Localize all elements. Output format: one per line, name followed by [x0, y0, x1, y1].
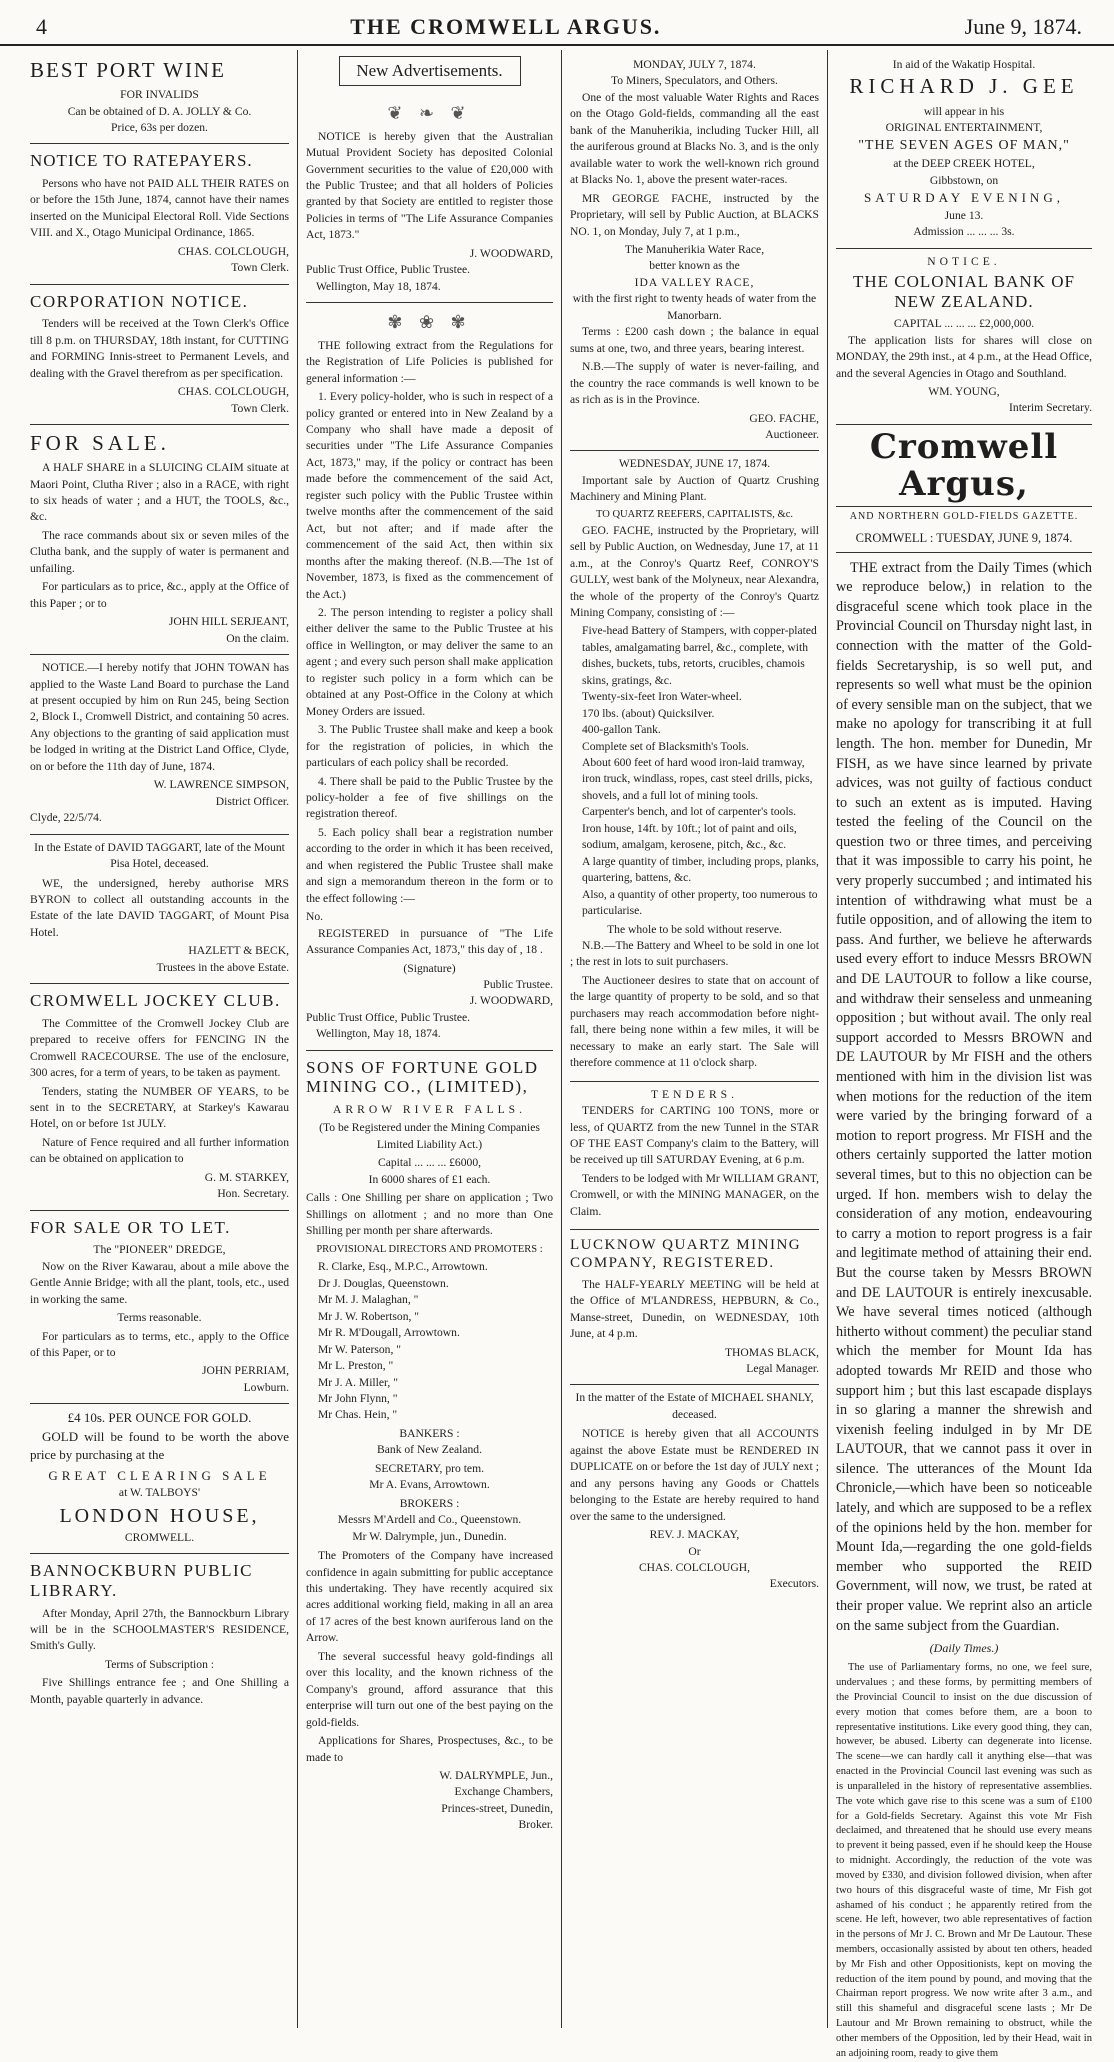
ad-for-sale	[30, 425, 289, 655]
ad-text: TENDERS for CARTING 100 TONS, more or less, of QUARTZ from the new Tunnel in the STAR OF THE EAST Company's claim to the Battery, will be received up till SATURDAY Evening, at 6 p.m.	[570, 1104, 819, 1167]
ad-signature: JOHN HILL SERJEANT,	[168, 615, 289, 629]
ad-place: Clyde, 22/5/74.	[30, 811, 102, 825]
director-item: Mr Chas. Hein, "	[318, 1408, 398, 1422]
masthead	[0, 0, 1114, 46]
ad-heading: £4 10s. PER OUNCE FOR GOLD.	[67, 1410, 252, 1426]
ad-heading: MONDAY, JULY 7, 1874.	[633, 58, 756, 71]
ad-text: NOTICE.—I hereby notify that JOHN TOWAN has applied to the Waste Land Board to purchase the Land at present occupied by him on Run 245, being Section 2, Block I., Cromwell District, and containing 50 acres. Any objections to the granting of said application must be lodged in writing at the District Land Office, Clyde, on or before the 11th day of June, 1874.	[30, 661, 289, 773]
ad-place: Wellington, May 18, 1874.	[316, 279, 441, 293]
ornament: ❦ ❧ ❦	[387, 103, 472, 124]
ad-text: The several successful heavy gold-findings all over this locality, and the known richness of the Company's ground, afford assurance that this enterprise will turn out one of the best paying on the gold-fields.	[306, 1649, 553, 1729]
ad-text: The Committee of the Cromwell Jockey Club are prepared to receive offers for FENCING IN the Cromwell RACECOURSE. The use of the enclosure, 300 acres, for a term of years, to be taken as payment.	[30, 1016, 289, 1080]
director-item: Mr M. J. Malaghan, "	[318, 1293, 419, 1307]
ad-heading: WEDNESDAY, JUNE 17, 1874.	[618, 457, 771, 471]
ad-at: at W. TALBOYS'	[118, 1486, 201, 1500]
ad-signature: J. WOODWARD,	[469, 994, 553, 1008]
ad-text: GOLD will be found to be worth the above price by purchasing at the	[30, 1428, 289, 1463]
ad-text: WE, the undersigned, hereby authorise MRS BYRON to collect all outstanding accounts in the Estate of the late DAVID TAGGART, of Mount Pisa Hotel.	[30, 876, 289, 939]
ad-signature-title: Town Clerk.	[231, 261, 289, 275]
ad-terms: Terms : £200 cash down ; the balance in equal sums at one, two, and three years, bearing interest.	[570, 325, 819, 355]
ad-signature-title: Legal Manager.	[746, 1362, 819, 1376]
ad-text: The race commands about six or seven miles of the Clutha bank, and the supply of water is permanent and unfailing.	[30, 528, 289, 575]
ad-text: One of the most valuable Water Rights and Races on the Otago Gold-fields, commanding all the east bank of the Manuherikia, including Tucker Hill, all the auriferous ground at Blacks No. 3, and is the only available water to work the well-known rich ground at Blacks No. 1, above the present water-races.	[570, 90, 819, 187]
ad-text: The Auctioneer desires to state that on account of the large quantity of property to be sold, and so that purchasers may reach accommodation before night-fall, there being none within a few miles, it will be necessary to make an early start. The Sale will therefore commence at 11 o'clock sharp.	[570, 973, 819, 1070]
editorial-paragraph: THE extract from the Daily Times (which we reproduce below,) in relation to the disgraceful scene which took place in the Provincial Council on Thursday night last, in connection with the matter of the Gold-fields Secretaryship, is so well put, and represents so well what must be the opinion of every sensible man on the subject, that we make no apology for transcribing it at full length. The hon. member for Dunedin, Mr FISH, as we have since learned by private advices, was not guilty of factious conduct to such an extent as is imputed. Having tested the feeling of the Council on the question two or three times, and perceiving that it was impossible to carry his point, he very properly succumbed ; and intimated his intention of withdrawing what must be a futile opposition, and of allowing the item to pass. And further, we believe he afterwards used every effort to induce Messrs BROWN and DE LAUTOUR to follow a like course, and withdraw their senseless and unmeaning opposition ; but without avail. The only real support accorded to Messrs BROWN and DE LAUTOUR by Mr FISH and the others mentioned with him in the division list was when motions for the reduction of the item were varied by the bringing forward of a motion to report progress. Mr FISH and the others certainly supported the latter motion several times, but to this no objection can be urged. If hon. members wish to delay the consideration of any motion, endeavouring to carry a motion to report progress is a fair and legitimate method of attaining their end. But the course taken by Messrs BROWN and DE LAUTOUR is entirely inexcusable. We have several times noticed (although hitherto without comment) the peculiar stand which the member for Mount Ida has adopted towards Mr REID and those who support him ; but this last escapade displays in so glaring a manner the shrewish and vixenish feeling indulged in by Mr DE LAUTOUR, that we cannot pass it over in silence. The utterances of the Mount Ida Chronicle,—which have been so noticeable lately, and which are supposed to be a reflex of the opinions held by the hon. member for Mount Ida,—regarding the one gold-fields member who supported the REID Government, will now, we trust, be rated at their proper value. We reprint also an article on the same subject from the Guardian.	[836, 559, 1092, 1634]
ad-signature: THOMAS BLACK,	[724, 1345, 819, 1359]
ad-subheading: ARROW RIVER FALLS.	[333, 1102, 526, 1116]
ad-ratepayers	[30, 144, 289, 284]
column-2	[298, 50, 562, 2028]
ad-text: Can be obtained of D. A. JOLLY & Co.	[67, 104, 252, 118]
ad-text: The whole to be sold without reserve.	[607, 922, 782, 936]
ad-signature: CHAS. COLCLOUGH,	[177, 385, 289, 399]
ad-shares: In 6000 shares of £1 each.	[368, 1172, 491, 1186]
ad-heading: RICHARD J. GEE	[849, 74, 1079, 99]
daily-times-heading: (Daily Times.)	[929, 1641, 999, 1656]
ad-text: N.B.—The Battery and Wheel to be sold in one lot ; the rest in lots to suit purchasers.	[570, 939, 819, 969]
ad-text: MR GEORGE FACHE, instructed by the Proprietary, will sell by Public Auction, at BLACKS NO. 1, on Monday, July 7, at 1 p.m.,	[570, 191, 819, 238]
ad-race-name: The Manuherikia Water Race,	[624, 242, 765, 256]
auction-item: Complete set of Blacksmith's Tools.	[582, 739, 749, 753]
column-3	[562, 50, 828, 2028]
ad-heading: THE COLONIAL BANK OF NEW ZEALAND.	[853, 272, 1075, 311]
ad-library	[30, 1554, 289, 1717]
ad-text: 4. There shall be paid to the Public Trustee by the policy-holder a fee of five shillings on the registration thereof.	[306, 774, 553, 821]
ad-text: 3. The Public Trustee shall make and keep a book for the registration of policies, in which the particulars of each policy shall be recorded.	[306, 723, 553, 770]
ad-text: NOTICE is hereby given that the Australian Mutual Provident Society has deposited Colonial Government securities to the value of £20,000 with the Public Trustee; and that all holders of Policies granted by that Society are entitled to register those Policies in terms of "The Life Assurance Companies Act, 1873."	[306, 129, 553, 242]
ad-text: Nature of Fence required and all further information can be obtained on application to	[30, 1135, 289, 1166]
ad-signature: JOHN PERRIAM,	[202, 1364, 289, 1378]
ad-store-name: LONDON HOUSE,	[59, 1504, 260, 1527]
ad-subheading: BROKERS :	[399, 1496, 460, 1510]
ad-signature: CHAS. COLCLOUGH,	[638, 1561, 751, 1575]
ad-heading: TENDERS.	[650, 1087, 739, 1101]
ad-signature-title: District Officer.	[215, 794, 289, 808]
ad-place: Wellington, May 18, 1874.	[316, 1027, 441, 1041]
ad-gee-entertainment	[836, 52, 1092, 249]
ad-regulations	[306, 303, 553, 1051]
director-item: Mr L. Preston, "	[318, 1359, 394, 1373]
ad-heading: In the matter of the Estate of MICHAEL SHANLY, deceased.	[575, 1391, 814, 1421]
ad-price: Price, 63s per dozen.	[111, 121, 208, 134]
ad-subheading: Terms of Subscription :	[105, 1657, 214, 1671]
ad-port-wine	[30, 52, 289, 144]
ad-race-name: better known as the	[649, 259, 740, 273]
ad-signature-or: Or	[688, 1544, 701, 1558]
ad-form-number: No.	[306, 910, 324, 924]
ad-text: Mr W. Dalrymple, jun., Dunedin.	[352, 1529, 507, 1543]
ad-signature-title: Interim Secretary.	[1009, 401, 1092, 415]
ad-signature-title: Lowburn.	[243, 1380, 289, 1394]
director-item: Mr John Flynn, "	[318, 1392, 398, 1406]
ad-town: CROMWELL.	[124, 1531, 195, 1545]
ad-form-text: REGISTERED in pursuance of "The Life Assurance Companies Act, 1873," this day of , 18 .	[306, 926, 553, 957]
ad-text: Important sale by Auction of Quartz Crushing Machinery and Mining Plant.	[570, 473, 819, 504]
ad-signature-title: Princes-street, Dunedin,	[441, 1801, 553, 1815]
ad-text: 2. The person intending to register a policy shall either deliver the same to the Public Trustee at his office in Wellington, or may deliver the same to an agent ; and every such person shall make application to register such policy in a form which can be obtained at any Post-Office in the Colony at which Money Orders are issued.	[306, 606, 553, 718]
ad-signature-title: Public Trustee.	[483, 977, 553, 991]
ad-text: Messrs M'Ardell and Co., Queenstown.	[337, 1513, 522, 1527]
director-item: Mr W. Paterson, "	[318, 1342, 401, 1356]
ad-text: Persons who have not PAID ALL THEIR RATES on or before the 15th June, 1874, cannot have their names inserted on the Municipal Electoral Roll. Vide Sections VIII. and X., Otago Municipal Ordinance, 1865.	[30, 177, 289, 240]
auction-item: 170 lbs. (about) Quicksilver.	[582, 706, 715, 720]
ad-signature: CHAS. COLCLOUGH,	[177, 244, 289, 258]
ad-heading: BEST PORT WINE	[30, 58, 226, 82]
ad-subheading: FOR INVALIDS	[120, 88, 199, 102]
ad-heading: BANNOCKBURN PUBLIC LIBRARY.	[30, 1561, 253, 1601]
ad-text: GEO. FACHE, instructed by the Proprietary, will sell by Public Auction, on Wednesday, June 17, at 11 a.m., at the Conroy's Quartz Reef, CONROY'S GULLY, west bank of the Molyneux, near Alexandra, the whole of the property of the Conroy's Quartz Mining Company, consisting of :—	[570, 523, 819, 619]
ad-text: After Monday, April 27th, the Bannockburn Library will be in the SCHOOLMASTER'S RESIDENCE, Smith's Gully.	[30, 1606, 289, 1653]
ornament: ✾ ❀ ✾	[387, 312, 472, 333]
ad-heading: CROMWELL JOCKEY CLUB.	[30, 991, 281, 1011]
ad-race-name: IDA VALLEY RACE,	[634, 275, 755, 289]
ad-text: (To be Registered under the Mining Companies Limited Liability Act.)	[319, 1121, 540, 1151]
ad-dredge	[30, 1211, 289, 1405]
ad-shanly-estate	[570, 1385, 819, 1599]
ad-colonial-bank	[836, 249, 1092, 425]
ad-signature-title: Hon. Secretary.	[217, 1187, 289, 1201]
newspaper-title: THE CROMWELL ARGUS.	[350, 14, 662, 39]
ad-text: The Promoters of the Company have increased confidence in again submitting for public acceptance this undertaking. They have recently acquired six acres additional working field, making in all an area of 17 acres of the best known auriferous land on the Arrow.	[306, 1549, 553, 1645]
auction-item: Twenty-six-feet Iron Water-wheel.	[582, 690, 742, 704]
dateline: CROMWELL : TUESDAY, JUNE 9, 1874.	[855, 530, 1073, 545]
ad-text: The application lists for shares will close on MONDAY, the 29th inst., at 4 p.m., at the Head Office, and the several Agencies in Otago and Southland.	[836, 333, 1092, 380]
director-item: R. Clarke, Esq., M.P.C., Arrowtown.	[318, 1260, 488, 1274]
ad-signature: G. M. STARKEY,	[204, 1170, 289, 1184]
ad-jockey-club	[30, 984, 289, 1211]
ad-signature: W. DALRYMPLE, Jun.,	[439, 1769, 553, 1782]
ad-text: Tenders to be lodged with Mr WILLIAM GRANT, Cromwell, or with the MINING MANAGER, on the Claim.	[570, 1171, 819, 1218]
ad-text: will appear in his	[923, 104, 1005, 118]
auction-item: Iron house, 14ft. by 10ft.; lot of paint and oils, sodium, amalgam, kerosene, pitch, &c., &c.	[582, 821, 797, 852]
ad-heading: SONS OF FORTUNE GOLD MINING CO., (LIMITED),	[306, 1057, 539, 1097]
ad-text: A HALF SHARE in a SLUICING CLAIM situate at Maori Point, Clutha River ; also in a RACE, with right to six heads of water ; and a HUT, the TOOLS, &c., &c.	[30, 461, 289, 524]
ad-heading: FOR SALE OR TO LET.	[30, 1217, 231, 1237]
ad-signature-title: Executors.	[769, 1577, 819, 1591]
ad-taggart-estate	[30, 835, 289, 985]
ad-subheading: BANKERS :	[399, 1426, 460, 1440]
ad-text: ORIGINAL ENTERTAINMENT,	[885, 121, 1043, 134]
daily-times-article: The use of Parliamentary forms, no one, we feel sure, undervalues ; and these forms, by permitting members of the Provincial Council to insist on the due discussion of every motion that comes before them, are a boon to representative institutions. Like every good thing, they can, however, be abused. Liberty can degenerate into license. The scene—we can hardly call it anything else—that was enacted in the Provincial Council last evening was such as is unparalleled in the history of representative assemblies. The vote which gave rise to this scene was a sum of £100 for a Gold-fields Secretary. Against this vote Mr Fish declaimed, and threatened that he should use every means to prevent it being passed, even if he should keep the House to midnight. Accordingly, the reduction of the vote was moved by £330, and division followed division, when after two hours of this disgraceful waste of time, Mr Fish got ashamed of his conduct ; he apparently retired from the scene. He left, however, two able representatives of faction in the persons of Mr J. C. Brown and Mr De Lautour. These members, occasionally assisted by about ten others, headed by Mr Fish and other Oppositionists, kept on moving the reduction of the item pound by pound, and moving that the Chairman report progress. We now write after 3 a.m., and still this shameful and disgraceful scene lasts ; Mr De Lautour and Mr Brown remaining to obstruct, while the other members of the Opposition, led by their Head, wait in an adjoining room, ready to give them	[836, 1662, 1092, 2059]
ad-signature-title: Exchange Chambers,	[454, 1785, 553, 1799]
auction-item: About 600 feet of hard wood iron-laid tramway, iron truck, windlass, ropes, cast steel drills, picks, shovels, and a full lot of mining tools.	[582, 756, 813, 802]
ad-waste-land	[30, 655, 289, 835]
editorial	[836, 559, 1092, 1637]
ad-signature-title: Broker.	[518, 1818, 553, 1832]
ad-notice: NOTICE.	[927, 254, 1001, 268]
nameplate-block	[836, 426, 1092, 553]
ad-calls: Calls : One Shilling per share on application ; Two Shillings on allotment ; and no more than One Shilling per month per share afterwards.	[306, 1191, 553, 1238]
ad-text: Bank of New Zealand.	[377, 1443, 482, 1457]
ad-signature-title: On the claim.	[226, 631, 289, 645]
ad-text: Now on the River Kawarau, about a mile above the Gentle Annie Bridge; with all the plant, tools, etc., used in working the same.	[30, 1259, 289, 1306]
ad-text: The HALF-YEARLY MEETING will be held at the Office of M'LANDRESS, HEPBURN, & Co., Manse-street, Dunedin, on WEDNESDAY, 10th June, at 4 p.m.	[570, 1277, 819, 1341]
ad-signature-title: Auctioneer.	[765, 427, 819, 441]
nameplate-subtitle: AND NORTHERN GOLD-FIELDS GAZETTE.	[836, 506, 1092, 524]
ad-text: For particulars as to terms, etc., apply to the Office of this Paper, or to	[30, 1329, 289, 1360]
ad-corporation	[30, 285, 289, 425]
auction-item: 400-gallon Tank.	[582, 723, 661, 737]
page-number: 4	[36, 14, 47, 39]
ad-text: THE following extract from the Regulations for the Registration of Life Policies is published for general information :—	[306, 338, 553, 385]
ad-race-name: with the first right to twenty heads of water from the Manorbarn.	[572, 292, 817, 322]
ad-sale: GREAT CLEARING SALE	[48, 1467, 271, 1483]
ad-subheading: To Miners, Speculators, and Others.	[611, 74, 778, 88]
ad-tenders	[570, 1082, 819, 1231]
director-item: Mr J. W. Robertson, "	[318, 1309, 420, 1323]
ad-text: 5. Each policy shall bear a registration number according to the order in which it has been received, and when registered the Public Trustee shall make and sign a memorandum thereon in the form or to the effect following :—	[306, 825, 553, 905]
ad-text: For particulars as to price, &c., apply at the Office of this Paper ; or to	[30, 580, 289, 610]
ad-text: NOTICE is hereby given that all ACCOUNTS against the above Estate must be RENDERED IN DUPLICATE on or before the 1st day of JULY next ; and any persons having any Goods or Chattels belonging to the Estate are hereby required to hand over the same to the undersigned.	[570, 1427, 819, 1523]
issue-date: June 9, 1874.	[964, 14, 1082, 39]
new-advertisements-heading: New Advertisements.	[339, 56, 521, 86]
ad-quartz-auction	[570, 451, 819, 1081]
ad-signature-line: (Signature)	[403, 961, 456, 975]
ad-text: Five Shillings entrance fee ; and One Shilling a Month, payable quarterly in advance.	[30, 1676, 289, 1706]
column-1	[22, 50, 298, 2028]
column-4	[828, 50, 1100, 2059]
ad-subheading: The "PIONEER" DREDGE,	[93, 1243, 226, 1257]
ad-public-trust	[306, 94, 553, 303]
ad-admission: Admission ... ... ... 3s.	[913, 225, 1015, 239]
ad-subheading: SECRETARY, pro tem.	[374, 1461, 484, 1475]
auction-item: Also, a quantity of other property, too numerous to particularise.	[582, 887, 818, 918]
ad-signature-title: Town Clerk.	[231, 401, 289, 415]
ad-lucknow	[570, 1230, 819, 1385]
auction-item: Five-head Battery of Stampers, with copper-plated tables, amalgamating barrel, &c., complete, with dishes, buckets, tubs, retorts, crucibles, chamois skins, gratings, &c.	[582, 624, 817, 687]
ad-heading: In the Estate of DAVID TAGGART, late of the Mount Pisa Hotel, deceased.	[34, 840, 285, 871]
ad-capital: CAPITAL ... ... ... £2,000,000.	[893, 317, 1035, 331]
ad-text: Mr A. Evans, Arrowtown.	[369, 1478, 490, 1492]
director-item: Mr R. M'Dougall, Arrowtown.	[318, 1326, 460, 1340]
ad-day: SATURDAY EVENING,	[864, 190, 1064, 206]
ad-capital: Capital ... ... ... £6000,	[377, 1156, 482, 1170]
ad-terms: Terms reasonable.	[117, 1311, 202, 1325]
ad-signature: W. LAWRENCE SIMPSON,	[153, 778, 289, 792]
director-item: Dr J. Douglas, Queenstown.	[318, 1276, 449, 1290]
ad-signature: REV. J. MACKAY,	[649, 1528, 740, 1542]
directors-list	[318, 1259, 553, 1424]
ad-text: Tenders, stating the NUMBER OF YEARS, to be sent in to the SECRETARY, at Starkey's Kawarau Hotel, on or before 1st JULY.	[30, 1084, 289, 1131]
ad-signature-title: Trustees in the above Estate.	[156, 960, 289, 974]
director-item: Mr J. A. Miller, "	[318, 1375, 398, 1389]
ad-subheading: PROVISIONAL DIRECTORS AND PROMOTERS :	[316, 1243, 543, 1255]
ad-signature: WM. YOUNG,	[928, 384, 1000, 398]
auction-item: Carpenter's bench, and lot of carpenter's tools.	[582, 805, 797, 819]
ad-text: N.B.—The supply of water is never-failing, and the country the race commands is well known to be as rich as is in the Province.	[570, 360, 819, 407]
ad-heading: LUCKNOW QUARTZ MINING COMPANY, REGISTERED.	[570, 1237, 802, 1271]
ad-water-race-auction	[570, 52, 819, 451]
ad-heading: NOTICE TO RATEPAYERS.	[30, 151, 253, 171]
ad-signature: J. WOODWARD,	[469, 246, 553, 260]
ad-signature: GEO. FACHE,	[749, 411, 819, 425]
ad-signature: HAZLETT & BECK,	[188, 944, 289, 958]
ad-date: June 13.	[944, 208, 984, 222]
ad-signature-title: Public Trust Office, Public Trustee.	[306, 263, 471, 277]
ad-gold	[30, 1404, 289, 1554]
ad-text: In aid of the Wakatip Hospital.	[892, 58, 1036, 71]
auction-items	[582, 623, 819, 919]
ad-subheading: TO QUARTZ REEFERS, CAPITALISTS, &c.	[596, 508, 793, 520]
ad-title: "THE SEVEN AGES OF MAN,"	[858, 138, 1070, 154]
ad-text: 1. Every policy-holder, who is such in respect of a policy granted or entered into in New Zealand by a Company who shall have made a deposit of securities under "The Life Assurance Companies Act, 1873," may, if the policy or contract has been made before the commencement of the said Act, register such policy with the Public Trustee within twelve months after the commencement of the said Act, but not after; and if made after the commencement of the said Act, then within six months after the making thereof. (N.B.—The 1st of November, 1873, is fixed as the commencement of the Act.)	[306, 390, 553, 601]
ad-text: Applications for Shares, Prospectuses, &c., to be made to	[306, 1734, 553, 1764]
ad-text: Gibbstown, on	[929, 173, 999, 187]
auction-item: A large quantity of timber, including props, planks, quartering, battens, &c.	[582, 854, 819, 885]
nameplate: Cromwell Argus,	[869, 426, 1059, 505]
ad-text: at the DEEP CREEK HOTEL,	[893, 157, 1035, 171]
ad-signature-title: Public Trust Office, Public Trustee.	[306, 1010, 471, 1024]
ad-sons-of-fortune	[306, 1051, 553, 1841]
ad-heading: CORPORATION NOTICE.	[30, 291, 249, 311]
ad-text: Tenders will be received at the Town Clerk's Office till 8 p.m. on THURSDAY, 18th instant, for CUTTING and FORMING Innis-street to Permanent Levels, and dealing with the Gravel therefrom as per specification.	[30, 317, 289, 380]
ad-heading: FOR SALE.	[30, 430, 170, 455]
